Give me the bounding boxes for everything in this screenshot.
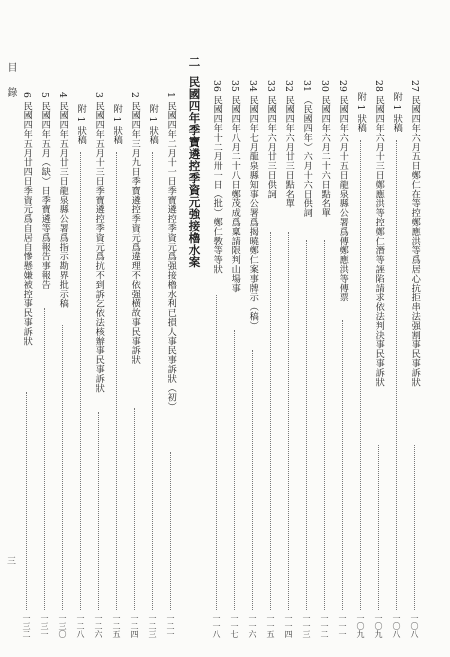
dot-leader [360, 140, 361, 610]
dot-leader [342, 320, 343, 610]
dot-leader [170, 452, 171, 610]
dot-leader [98, 412, 99, 610]
toc-entry: 32 民國四年六月廿三日點名單 [283, 80, 295, 209]
dot-leader [44, 308, 45, 610]
toc-entry: 附 1 狀稿 [111, 104, 123, 145]
toc-page: 一二五 [112, 614, 121, 638]
toc-page: 一二八 [76, 614, 85, 638]
dot-leader [234, 330, 235, 610]
toc-entry: 附 1 狀稿 [147, 104, 159, 145]
toc-entry: 6 民國四年五月廿四日季資元爲自居自慘懸嫌被控事民事訴狀 [21, 92, 33, 346]
toc-page: 一一八 [212, 614, 221, 638]
toc-entry: 33 民國四年六月廿三日供詞 [265, 80, 277, 199]
dot-leader [216, 295, 217, 610]
toc-page: 一〇九 [356, 614, 365, 638]
toc-entry: 4 民國四年五月廿三日龍泉縣公署爲指示勘界批示稿 [57, 92, 69, 308]
toc-page: 一〇八 [392, 614, 401, 638]
toc-page: 一三一 [40, 614, 49, 638]
dot-leader [252, 350, 253, 610]
toc-page: 一一五 [266, 614, 275, 638]
dot-leader [270, 232, 271, 610]
dot-leader [306, 240, 307, 610]
toc-entry: 31 （民國四年）六月十六日供詞 [301, 80, 313, 218]
toc-page: 一一三 [302, 614, 311, 638]
toc-entry: 27 民國四年六月五日鄭仁在等控鄭應洪等爲居心抗拒串法强割事民事訴狀 [409, 80, 421, 387]
dot-leader [414, 445, 415, 610]
toc-page: 一一四 [284, 614, 293, 638]
dot-leader [26, 392, 27, 610]
toc-entry: 5 民國四年五月（缺）日季寶遴等爲報告事報告 [39, 92, 51, 290]
toc-page: 一〇八 [410, 614, 419, 638]
toc-page: 一三二 [22, 614, 31, 638]
dot-leader [152, 152, 153, 610]
dot-leader [378, 445, 379, 610]
dot-leader [288, 232, 289, 610]
running-title: 目 錄 [5, 62, 16, 104]
toc-page: 一二一 [166, 614, 175, 638]
toc-entry: 附 1 狀稿 [391, 92, 403, 133]
toc-entry: 35 民國四年八月二十八日鄭茂成爲稟請限判山場事 [229, 80, 241, 293]
dot-leader [324, 240, 325, 610]
toc-entry: 29 民國四年六月十五日龍泉縣公署爲傳鄭應洪等傳票 [337, 80, 349, 303]
dot-leader [134, 408, 135, 610]
dot-leader [62, 325, 63, 610]
toc-page: 一一一 [338, 614, 347, 638]
toc-entry: 附 1 狀稿 [75, 104, 87, 145]
toc-page: 一一七 [230, 614, 239, 638]
toc-page: 一二四 [130, 614, 139, 638]
toc-entry: 28 民國四年六月十三日鄭應洪等控鄭仁潛等誣陷請求依法判決事民事訴狀 [373, 80, 385, 387]
toc-entry: 3 民國四年五月十三日季寶遴控季資元爲抗不到訴乞依法核辦事民事訴狀 [93, 92, 105, 393]
toc-page: 一一六 [248, 614, 257, 638]
dot-leader [396, 140, 397, 610]
toc-entry: 附 1 狀稿 [355, 92, 367, 133]
toc-page: 一二三 [148, 614, 157, 638]
toc-entry: 30 民國四年六月二十六日點名單 [319, 80, 331, 218]
dot-leader [80, 152, 81, 610]
toc-entry: 36 民國四年十二月卅一日（批）鄭仁斆等等狀 [211, 80, 223, 274]
toc-page: 一二六 [94, 614, 103, 638]
toc-entry: 34 民國四年七月龍泉縣知事公署爲揭曉鄭仁案事牌示（稿） [247, 80, 259, 331]
toc-entry: 1 民國四年二月十一日季寶遴控季資元爲强接櫓水利已損人事民事訴狀（初） [165, 92, 177, 412]
page-number: 三 [5, 556, 15, 565]
toc-entry: 2 民國四年三月九日季寶遴控季資元爲違理不依强横故事民事訴狀 [129, 92, 141, 365]
section-title: 民國四年季寶遴控季資元強接櫓水案 [187, 76, 202, 268]
toc-page: 一一二 [320, 614, 329, 638]
section-number: 二 [187, 56, 202, 68]
toc-page: 一三〇 [58, 614, 67, 638]
toc-page: 一〇九 [374, 614, 383, 638]
dot-leader [116, 152, 117, 610]
